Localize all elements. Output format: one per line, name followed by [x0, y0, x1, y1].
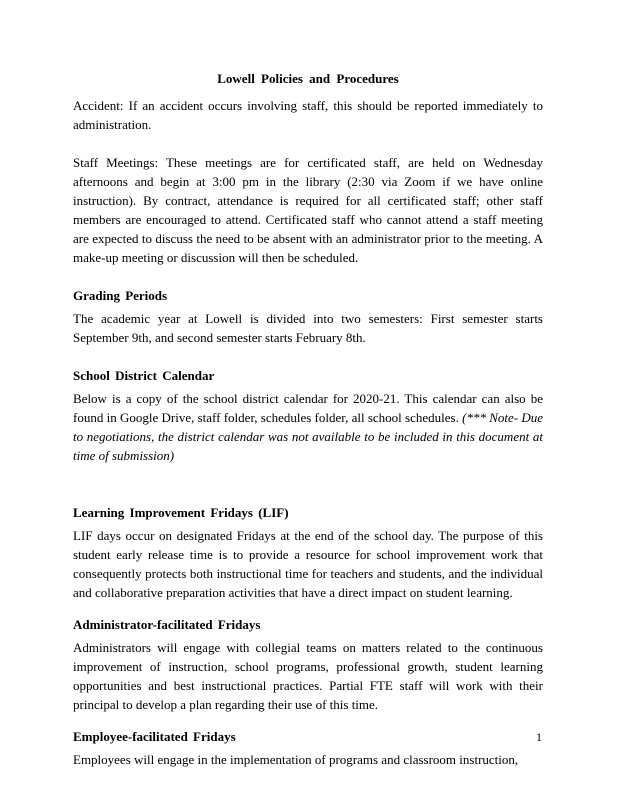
document-title: Lowell Policies and Procedures	[217, 71, 399, 86]
staff-meetings-paragraph: Staff Meetings: These meetings are for certificated staff, are held on Wednesday afternoons and begin at 3:00 pm in the library (2:30 via Zoom if we have online instruction). By contract, attendance is required for all certificated staff; other staff members are encouraged to attend. Certificated staff who cannot attend a staff meeting are expected to discuss the need to be absent with an administrator prior to the meeting. A make-up meeting or discussion will then be scheduled.	[73, 155, 543, 265]
district-calendar-note: (*** Note- Due to negotiations, the district calendar was not available to be included in this document at time of submission)	[73, 410, 544, 463]
employee-fridays-paragraph: Employees will engage in the implementation of programs and classroom instruction,	[73, 752, 519, 767]
page-number: 1	[536, 730, 542, 744]
district-calendar-text: Below is a copy of the school district calendar for 2020-21. This calendar can also be found in Google Drive, staff folder, schedules folder, all school schedules.	[73, 391, 543, 425]
district-calendar-paragraph	[73, 389, 543, 465]
grading-periods-heading: Grading Periods	[73, 288, 168, 303]
lif-paragraph: LIF days occur on designated Fridays at the end of the school day. The purpose of this student early release time is to provide a resource for school improvement work that consequently protects both instructional time for teachers and students, and the individual and collaborative preparation activities that have a direct impact on student learning.	[73, 528, 543, 600]
employee-fridays-heading: Employee-facilitated Fridays	[73, 729, 236, 744]
accident-paragraph: Accident: If an accident occurs involving staff, this should be reported immediately to administration.	[73, 98, 543, 132]
district-calendar-heading: School District Calendar	[73, 368, 215, 383]
lif-heading: Learning Improvement Fridays (LIF)	[73, 505, 289, 520]
document-page	[73, 70, 543, 769]
admin-fridays-paragraph: Administrators will engage with collegial teams on matters related to the continuous improvement of instruction, school programs, professional growth, student learning opportunities and best instructional practices. Partial FTE staff will work with their principal to develop a plan regarding their use of this time.	[73, 640, 543, 712]
grading-periods-paragraph: The academic year at Lowell is divided into two semesters: First semester starts September 9th, and second semester starts February 8th.	[73, 311, 543, 345]
admin-fridays-heading: Administrator-facilitated Fridays	[73, 617, 261, 632]
